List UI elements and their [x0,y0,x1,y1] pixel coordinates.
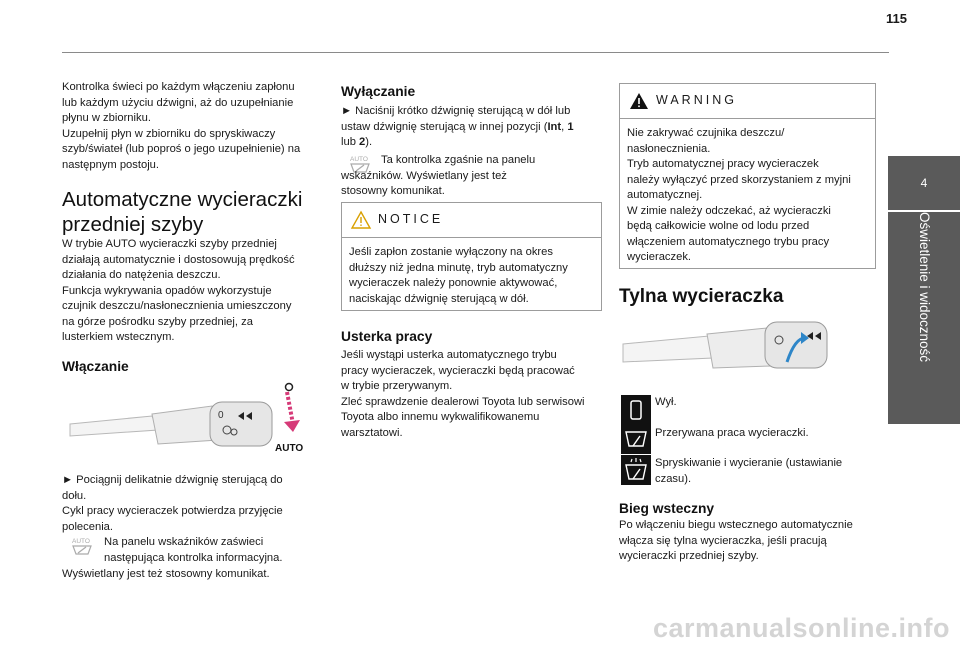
warning-triangle-icon [628,91,650,111]
notice-body: Jeśli zapłon zostanie wyłączony na okres dłuższy niż jedna minutę, tryb automatyczny wycieraczek należy ponownie aktywować, naciskając dźwignię sterującą w dół. [349,246,568,305]
chapter-title: Oświetlenie i widoczność [917,212,932,363]
rear-wiper-intermittent-icon [621,424,651,454]
header-rule [62,52,889,53]
subheading-switching-off: Wyłączanie [341,84,416,99]
switching-off-step: ► Naciśnij krótko dźwignię sterującą w dół lub ustaw dźwignię sterującą w innej pozycji (Int, 1 lub 2). [341,105,574,148]
switching-on-step: ► Pociągnij delikatnie dźwignię sterującą do dołu. Cykl pracy wycieraczek potwierdza przyjęcie polecenia. [62,474,283,533]
rear-wiper-wash-icon [621,455,651,485]
auto-indicator-icon [66,536,98,558]
subheading-switching-on: Włączanie [62,359,129,374]
rear-wiper-wash-label: Spryskiwanie i wycieranie (ustawianie czasu). [655,457,843,485]
warning-title: WARNING [656,93,737,107]
subheading-fault: Usterka pracy [341,329,433,344]
lever-zero-label: 0 [218,410,224,421]
chapter-tab-number [888,156,960,210]
auto-wipers-text: W trybie AUTO wycieraczki szyby przedniej działają automatycznie i dostosowują prędkość działania do natężenia deszczu. Funkcja wykrywania opadów wykorzystuje czujnik deszczu/nasłonecznienia umieszczony na górze pośrodku szyby przedniej, za lusterkiem wstecznym. [62,238,295,343]
auto-indicator-text: Na panelu wskaźników zaświeci następująca kontrolka informacyjna. [104,536,283,564]
warning-header [620,84,875,119]
notice-title: NOTICE [378,212,444,226]
notice-header [342,203,601,238]
page-number: 115 [886,11,907,26]
section-heading-auto-wipers: Automatyczne wycieraczki przedniej szyby [62,188,303,236]
message-text: Wyświetlany jest też stosowny komunikat. [62,568,270,580]
svg-text:AUTO: AUTO [72,538,90,545]
chapter-number: 4 [920,176,928,190]
rear-wiper-off-icon [621,395,651,425]
notice-warning-icon [350,210,372,230]
section-heading-rear-wiper: Tylna wycieraczka [619,286,784,307]
subheading-reverse-gear: Bieg wsteczny [619,501,715,516]
wiper-lever-illustration [62,378,312,460]
reverse-gear-text: Po włączeniu biegu wstecznego automatycznie włącza się tylna wycieraczka, jeśli pracują wycieraczki przedniej szyby. [619,519,853,562]
warning-body: Nie zakrywać czujnika deszczu/ nasłonecznienia. Tryb automatycznej pracy wycieraczek należy wyłączyć przed skorzystaniem z myjni automatycznej. W zimie należy odczekać, aż wycieraczki będą całkowicie wolne od lodu przed włączeniem automatycznego trybu pracy wycieraczek. [627,127,851,263]
intro-text: Kontrolka świeci po każdym włączeniu zapłonu lub każdym użyciu dźwigni, aż do uzupełnianie płynu w zbiorniku. Uzupełnij płyn w zbiorniku do spryskiwaczy szyb/świateł (lub poproś o jego uzupełnienie) na następnym postoju. [62,81,301,171]
watermark: carmanualsonline.info [652,613,950,643]
lever-auto-label: AUTO [275,443,304,454]
fault-text: Jeśli wystąpi usterka automatycznego trybu pracy wycieraczek, wycieraczki będą pracować w trybie przerywanym. Zleć sprawdzenie dealerowi Toyota lub serwisowi Toyota albo innemu wykwalifikowanemu warsztatowi. [341,349,585,439]
rear-wiper-intermittent-label: Przerywana praca wycieraczki. [655,427,809,439]
switching-off-indicator-text: Ta kontrolka zgaśnie na panelu wskaźników. Wyświetlany jest też stosowny komunikat. [341,154,536,197]
svg-text:AUTO: AUTO [350,156,368,163]
rear-wiper-off-label: Wył. [655,396,677,408]
rear-wiper-lever-illustration [619,318,859,380]
notice-box [341,202,602,311]
warning-box [619,83,876,269]
